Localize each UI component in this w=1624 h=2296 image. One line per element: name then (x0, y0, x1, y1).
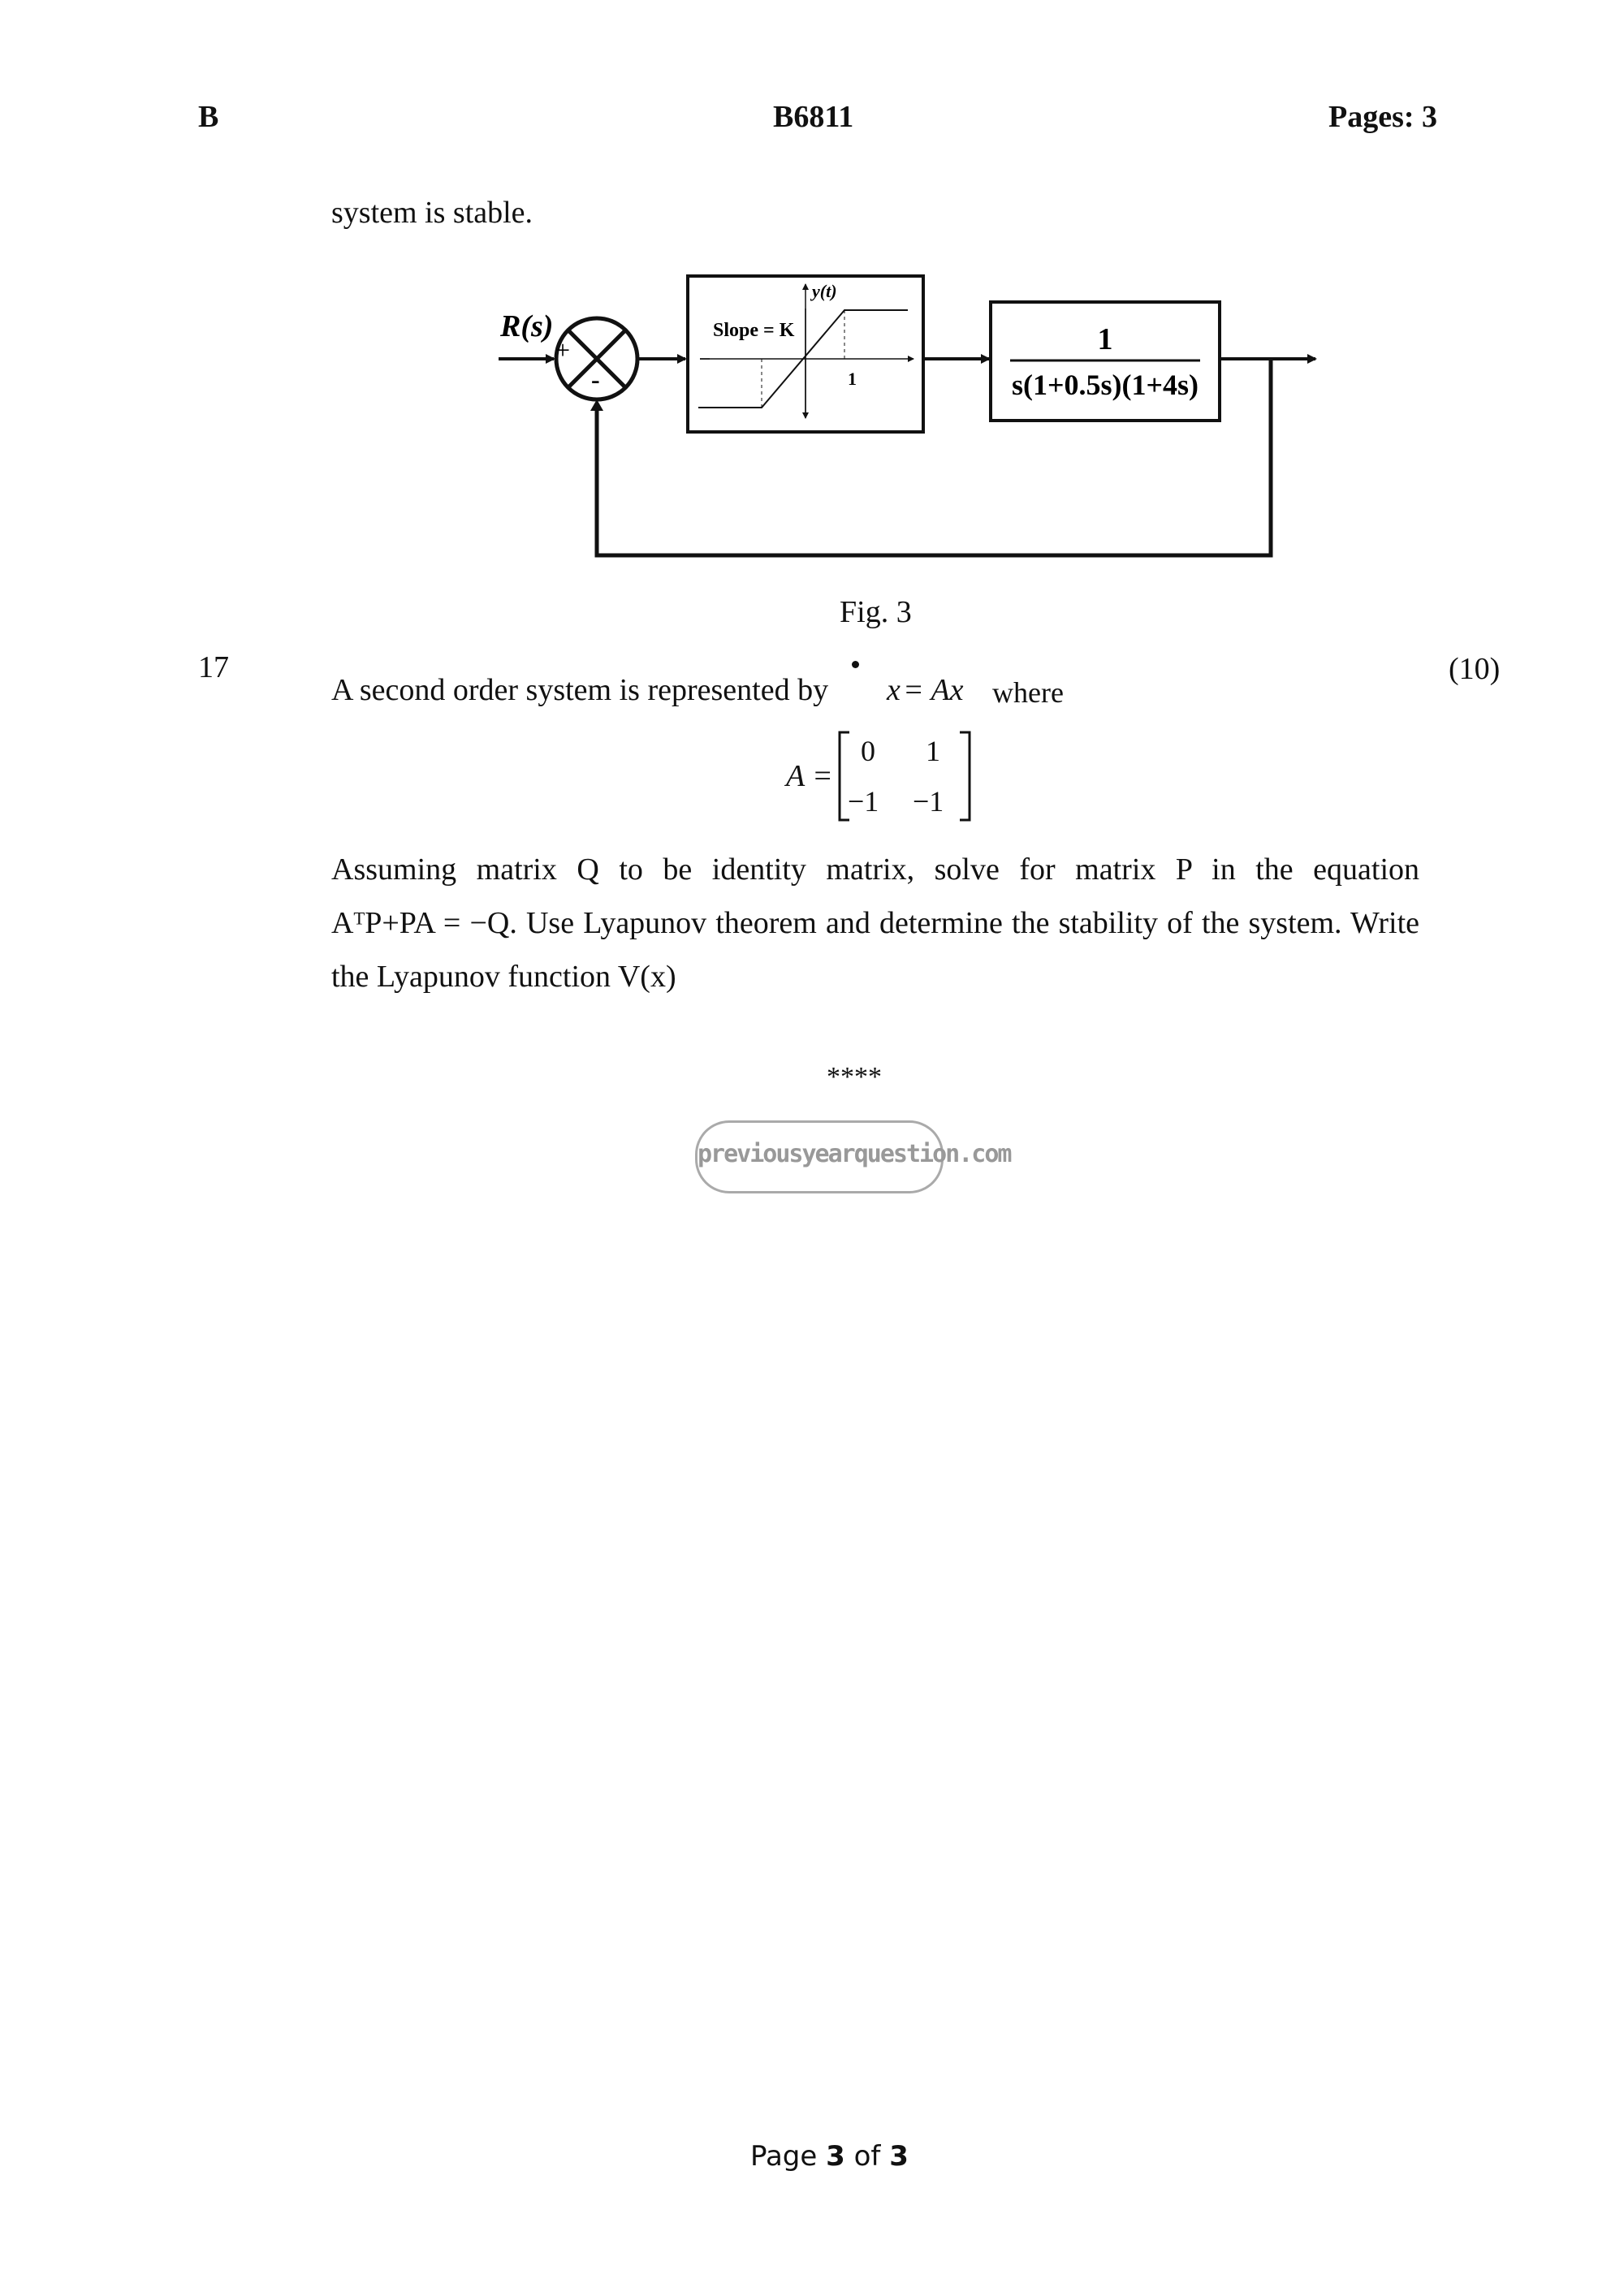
footer-middle: of (853, 2140, 881, 2173)
footer-prefix: Page (750, 2140, 818, 2173)
output-axis-label: y(t) (812, 281, 837, 301)
paragraph-line-2: AᵀP+PA = −Q. Use Lyapunov theorem and determine the stability of the system. Write (331, 906, 1419, 940)
page-footer (750, 2140, 909, 2173)
equation-lhs: x (887, 673, 901, 707)
equation-where: where (992, 676, 1064, 709)
minus-sign: - (591, 365, 600, 394)
header-left: B (198, 100, 219, 134)
paragraph-line-1: Assuming matrix Q to be identity matrix, solve for matrix P in the equation (331, 852, 1419, 887)
end-marker: **** (827, 1062, 882, 1092)
tick-label: 1 (848, 369, 857, 389)
question-intro: A second order system is represented by (331, 673, 829, 707)
input-label: R(s) (500, 309, 554, 343)
continuation-text: system is stable. (331, 196, 533, 230)
plant-numerator: 1 (1097, 322, 1113, 356)
matrix-cell-0-0: 0 (861, 735, 875, 767)
figure-caption: Fig. 3 (840, 595, 912, 629)
paragraph-line-3: the Lyapunov function V(x) (331, 960, 676, 994)
slope-label: Slope = K (713, 320, 795, 341)
header-paper-code: B6811 (773, 100, 854, 134)
header-pages: Pages: 3 (1328, 100, 1438, 134)
block-diagram (455, 260, 1348, 568)
footer-total-pages: 3 (889, 2140, 909, 2173)
matrix-cell-1-1: −1 (913, 785, 944, 818)
plus-sign: + (555, 335, 571, 365)
question-marks: (10) (1449, 652, 1501, 686)
question-paragraph (331, 843, 1419, 1003)
watermark: previousyearquestion.com (695, 1120, 944, 1193)
matrix-cell-1-0: −1 (848, 785, 879, 818)
matrix-name: A = (786, 759, 833, 793)
plant-denominator: s(1+0.5s)(1+4s) (1011, 369, 1199, 401)
equation-rhs: = Ax (903, 673, 964, 707)
x-dot (852, 661, 859, 668)
footer-current-page: 3 (826, 2140, 845, 2173)
matrix-cell-0-1: 1 (926, 735, 940, 767)
question-number: 17 (198, 650, 229, 684)
